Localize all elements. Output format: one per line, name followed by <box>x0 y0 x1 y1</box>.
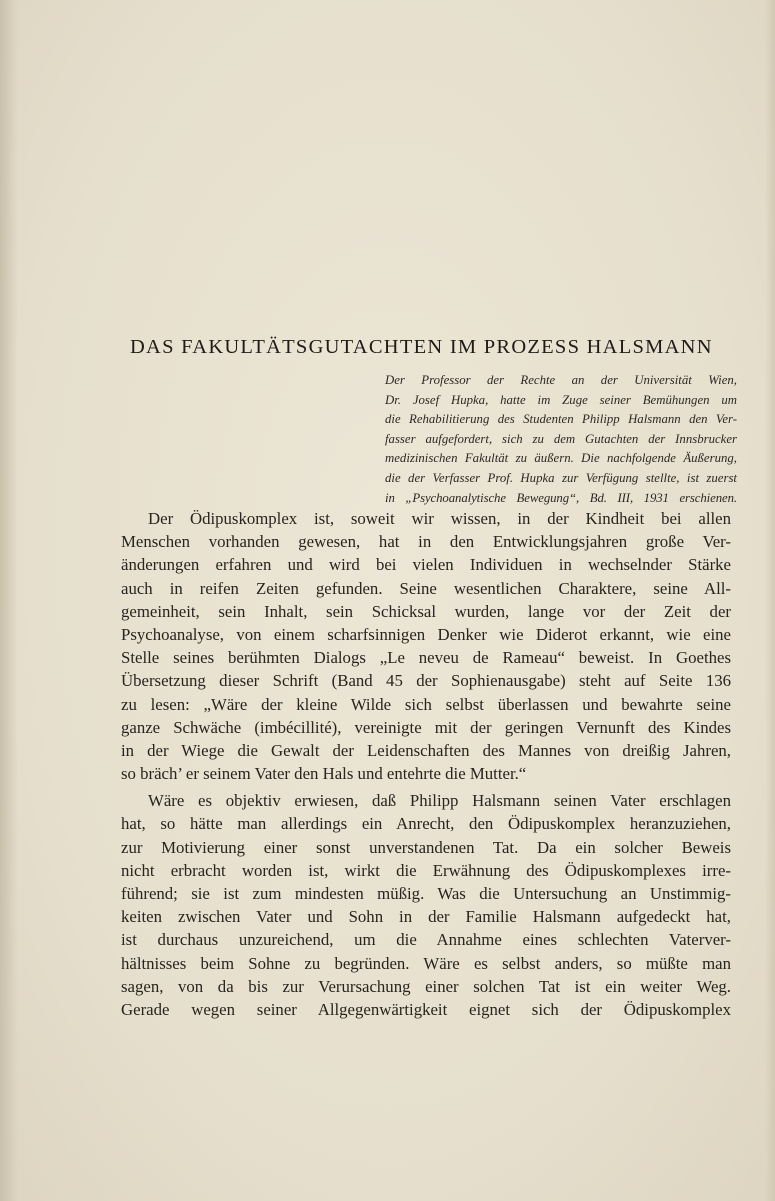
body-line: sagen, von da bis zur Verursachung einer solchen Tat ist ein weiter Weg. <box>121 976 731 996</box>
body-line: änderungen erfahren und wird bei vielen Individuen in wechselnder Stärke <box>121 555 731 575</box>
paragraph-2 <box>121 789 731 1021</box>
editorial-note-line: medizinischen Fakultät zu äußern. Die nachfolgende Äußerung, <box>385 451 737 466</box>
paragraph-1 <box>121 507 731 785</box>
editorial-note <box>385 371 737 508</box>
body-line: zur Motivierung einer sonst unverstandenen Tat. Da ein solcher Beweis <box>121 837 731 857</box>
body-line: Gerade wegen seiner Allgegenwärtigkeit eignet sich der Ödipuskomplex <box>121 999 731 1019</box>
chapter-title: DAS FAKULTÄTSGUTACHTEN IM PROZESS HALSMANN <box>130 336 713 358</box>
body-text <box>121 507 731 1021</box>
body-line: keiten zwischen Vater und Sohn in der Familie Halsmann aufgedeckt hat, <box>121 907 731 927</box>
editorial-note-line: fasser aufgefordert, sich zu dem Gutachten der Innsbrucker <box>385 431 737 446</box>
page-edge-shadow-right <box>765 0 775 1201</box>
editorial-note-line: Dr. Josef Hupka, hatte im Zuge seiner Bemühungen um <box>385 392 737 407</box>
body-line: nicht erbracht worden ist, wirkt die Erwähnung des Ödipuskomplexes irre- <box>121 860 731 880</box>
editorial-note-line: Der Professor der Rechte an der Universität Wien, <box>385 373 737 387</box>
body-line: führend; sie ist zum mindesten müßig. Was die Untersuchung an Unstimmig- <box>121 884 731 903</box>
body-line: ganze Schwäche (imbécillité), vereinigte mit der geringen Vernunft des Kindes <box>121 717 731 737</box>
body-line: hältnisses beim Sohne zu begründen. Wäre es selbst anders, so müßte man <box>121 953 731 973</box>
body-line: zu lesen: „Wäre der kleine Wilde sich selbst überlassen und bewahrte seine <box>121 694 731 714</box>
body-line: Der Ödipuskomplex ist, soweit wir wissen, in der Kindheit bei allen <box>148 509 731 528</box>
body-line: ist durchaus unzureichend, um die Annahme eines schlechten Vaterver- <box>121 930 731 950</box>
body-line: Psychoanalyse, von einem scharfsinnigen Denker wie Diderot erkannt, wie eine <box>121 624 731 644</box>
editorial-note-line: in „Psychoanalytische Bewegung“, Bd. III, 1931 erschienen. <box>385 490 737 505</box>
body-line: Menschen vorhanden gewesen, hat in den Entwicklungsjahren große Ver- <box>121 532 731 552</box>
body-line: Stelle seines berühmten Dialogs „Le neveu de Rameau“ beweist. In Goethes <box>121 648 731 668</box>
body-line: gemeinheit, sein Inhalt, sein Schicksal wurden, lange vor der Zeit der <box>121 601 731 621</box>
body-line: Übersetzung dieser Schrift (Band 45 der Sophienausgabe) steht auf Seite 136 <box>121 671 731 691</box>
body-line: Wäre es objektiv erwiesen, daß Philipp Halsmann seinen Vater erschlagen <box>148 791 731 811</box>
body-line: in der Wiege die Gewalt der Leidenschaften des Mannes von dreißig Jahren, <box>121 740 731 760</box>
body-line: hat, so hätte man allerdings ein Anrecht, den Ödipuskomplex heranzuziehen, <box>121 814 731 834</box>
body-line: auch in reifen Zeiten gefunden. Seine wesentlichen Charaktere, seine All- <box>121 578 731 598</box>
body-line: so bräch’ er seinem Vater den Hals und entehrte die Mutter.“ <box>121 764 527 784</box>
page-edge-shadow-left <box>0 0 18 1201</box>
editorial-note-line: die Rehabilitierung des Studenten Philipp Halsmann den Ver- <box>385 412 737 427</box>
editorial-note-line: die der Verfasser Prof. Hupka zur Verfügung stellte, ist zuerst <box>385 470 737 485</box>
